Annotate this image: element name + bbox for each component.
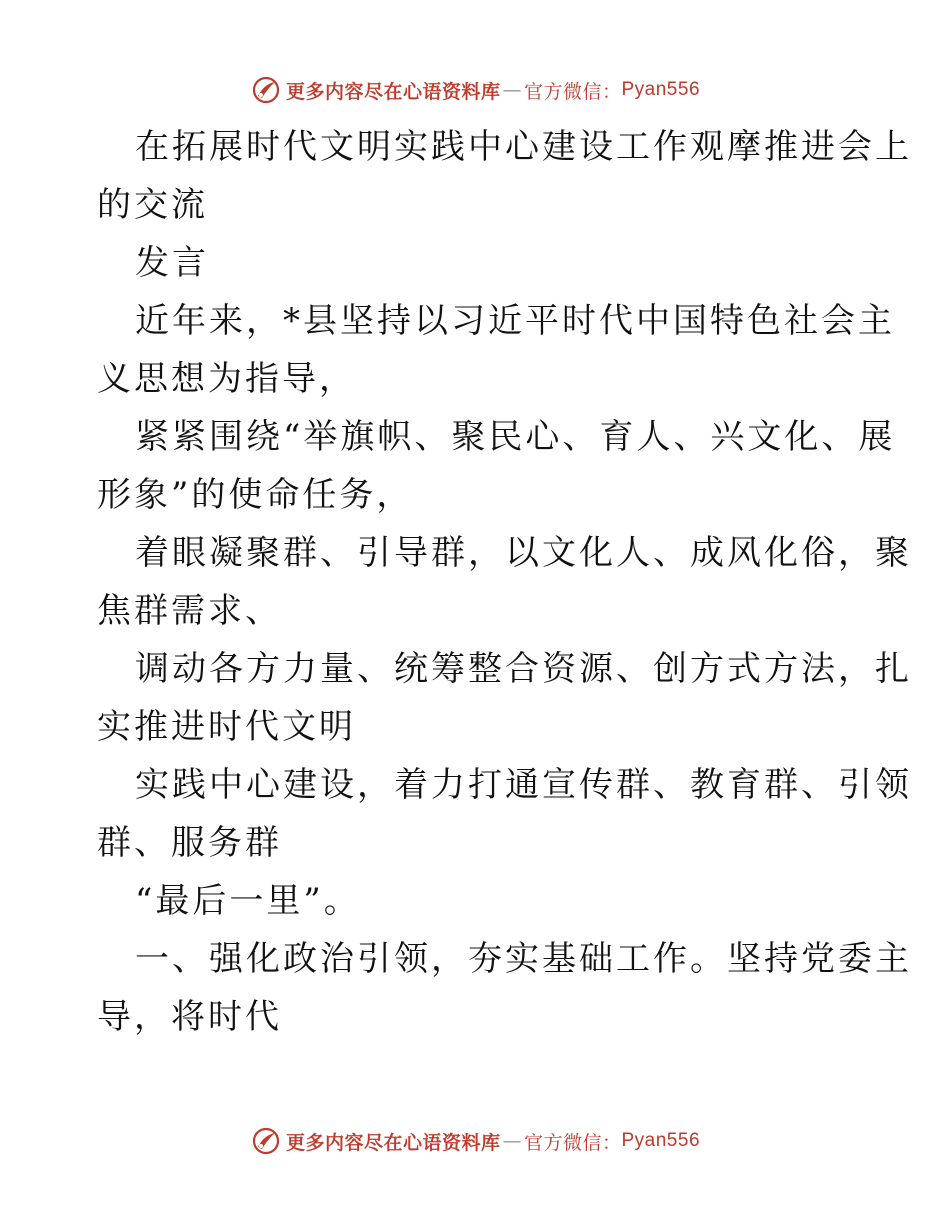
body-line: 调动各方力量、统筹整合资源、创方式方法，扎 [135,649,912,689]
banner-wechat-id: Pyan556 [621,79,701,100]
body-line: 焦群需求、 [97,591,282,631]
footer-banner [0,1121,950,1161]
header-banner [0,70,950,110]
body-line: 一、强化政治引领，夯实基础工作。坚持党委主 [135,939,912,979]
body-line: 实推进时代文明 [97,707,356,747]
banner-wechat-id: Pyan556 [621,1130,701,1151]
body-line: 导，将时代 [97,997,282,1037]
body-line: 实践中心建设，着力打通宣传群、教育群、引领 [135,765,912,805]
body-line: 义思想为指导， [97,359,356,399]
body-line: 近年来，*县坚持以习近平时代中国特色社会主 [135,301,895,341]
banner-separator: — [502,79,522,101]
banner-main-text: 更多内容尽在心语资料库 [285,1131,501,1154]
body-line: 发言 [135,243,209,283]
banner-separator: — [502,1130,522,1152]
body-line: “最后一里”。 [135,881,361,921]
body-line: 的交流 [97,185,208,225]
body-line: 形象”的使命任务， [97,475,414,515]
banner-main-text: 更多内容尽在心语资料库 [285,80,501,103]
document-body [97,118,912,1046]
body-line: 着眼凝聚群、引导群，以文化人、成风化俗，聚 [135,533,912,573]
body-line: 在拓展时代文明实践中心建设工作观摩推进会上 [135,127,912,167]
pen-swirl-logo-icon [250,1125,282,1157]
body-line: 群、服务群 [97,823,282,863]
banner-wechat-label: 官方微信： [523,80,622,103]
body-line: 紧紧围绕“举旗帜、聚民心、育人、兴文化、展 [135,417,896,457]
banner-wechat-label: 官方微信： [523,1131,622,1154]
pen-swirl-logo-icon [250,74,282,106]
